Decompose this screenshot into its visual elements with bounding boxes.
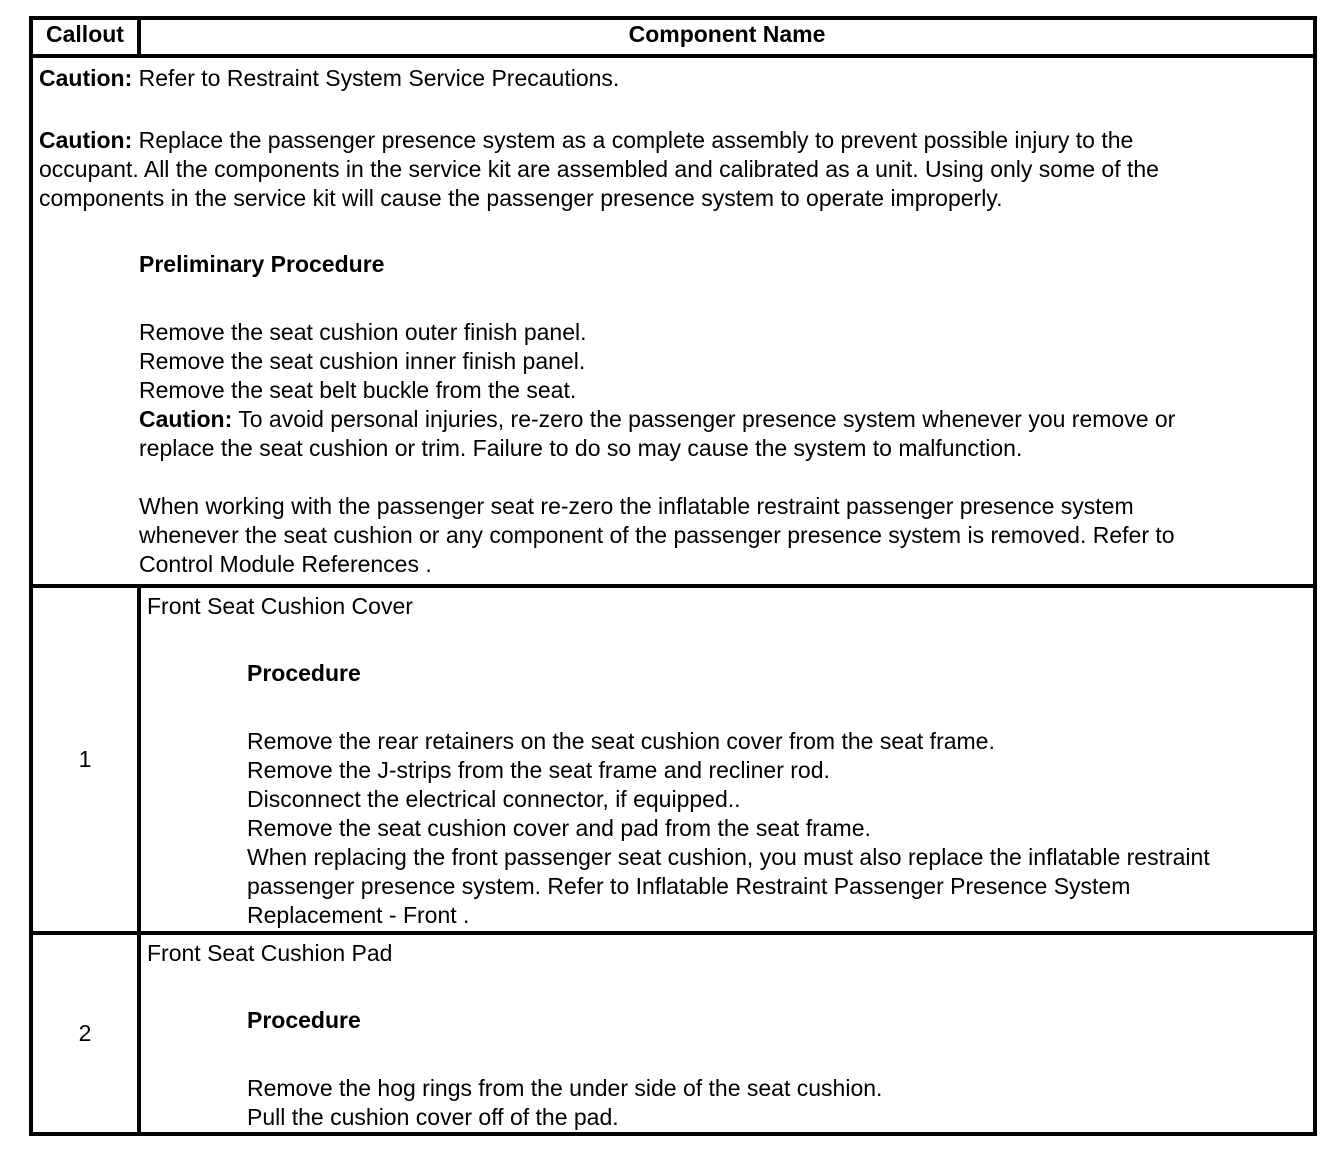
header-row bbox=[31, 18, 1315, 56]
caution-label: Caution: bbox=[39, 65, 133, 91]
component-cell bbox=[139, 586, 1315, 933]
procedure-step: Remove the hog rings from the under side of the seat cushion. bbox=[247, 1075, 883, 1101]
caution-text-line: occupant. All the components in the service kit are assembled and calibrated as a unit. Using only some of the bbox=[39, 156, 1159, 182]
procedure-step: Remove the J-strips from the seat frame and recliner rod. bbox=[247, 757, 830, 783]
component-name: Front Seat Cushion Cover bbox=[147, 593, 413, 619]
table-row bbox=[31, 586, 1315, 933]
caution-text-line: replace the seat cushion or trim. Failure to do so may cause the system to malfunction. bbox=[139, 435, 1023, 461]
caution-text: Refer to Restraint System Service Precautions. bbox=[132, 65, 620, 91]
procedure-heading: Procedure bbox=[247, 1007, 361, 1033]
procedure-step: Pull the cushion cover off of the pad. bbox=[247, 1104, 619, 1130]
procedure-step: When replacing the front passenger seat cushion, you must also replace the inflatable restraint bbox=[247, 844, 1210, 870]
procedure-step: Disconnect the electrical connector, if equipped.. bbox=[247, 786, 741, 812]
caution-text-line: To avoid personal injuries, re-zero the passenger presence system whenever you remove or bbox=[232, 406, 1176, 432]
table-row bbox=[31, 933, 1315, 1134]
procedure-step: Replacement - Front . bbox=[247, 902, 470, 928]
caution-label: Caution: bbox=[139, 406, 233, 432]
note-line: When working with the passenger seat re-zero the inflatable restraint passenger presence system bbox=[139, 493, 1134, 519]
caution-2 bbox=[39, 126, 1313, 213]
preliminary-procedure-heading: Preliminary Procedure bbox=[139, 251, 385, 277]
intro-row bbox=[31, 56, 1315, 586]
callout-number: 1 bbox=[31, 586, 139, 933]
component-name-column-header: Component Name bbox=[139, 18, 1315, 56]
caution-3 bbox=[139, 405, 1313, 434]
procedure-step: Remove the rear retainers on the seat cushion cover from the seat frame. bbox=[247, 728, 995, 754]
procedure-table bbox=[29, 16, 1317, 1136]
caution-text-line: components in the service kit will cause the passenger presence system to operate improperly. bbox=[39, 185, 1003, 211]
procedure-step: Remove the seat cushion cover and pad from the seat frame. bbox=[247, 815, 871, 841]
procedure-step: passenger presence system. Refer to Inflatable Restraint Passenger Presence System bbox=[247, 873, 1131, 899]
intro-cell bbox=[31, 56, 1315, 586]
callout-number: 2 bbox=[31, 933, 139, 1134]
note-line: Control Module References . bbox=[139, 551, 432, 577]
callout-column-header: Callout bbox=[31, 18, 139, 56]
preliminary-step: Remove the seat cushion inner finish panel. bbox=[139, 348, 586, 374]
preliminary-step: Remove the seat belt buckle from the seat. bbox=[139, 377, 577, 403]
caution-text-line: Replace the passenger presence system as a complete assembly to prevent possible injury to the bbox=[132, 127, 1134, 153]
component-cell bbox=[139, 933, 1315, 1134]
caution-1 bbox=[39, 64, 1313, 93]
caution-label: Caution: bbox=[39, 127, 133, 153]
component-name: Front Seat Cushion Pad bbox=[147, 940, 393, 966]
note-line: whenever the seat cushion or any component of the passenger presence system is removed. Refer to bbox=[139, 522, 1175, 548]
procedure-heading: Procedure bbox=[247, 660, 361, 686]
preliminary-step: Remove the seat cushion outer finish panel. bbox=[139, 319, 587, 345]
